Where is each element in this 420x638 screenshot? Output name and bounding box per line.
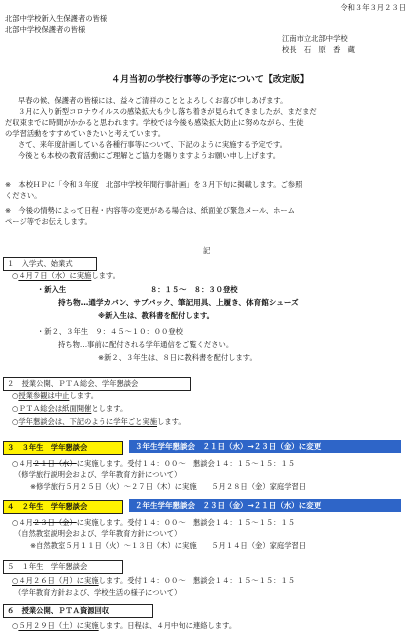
new-students-label: ・新入生 — [37, 285, 67, 294]
ki-heading: 記 — [203, 246, 211, 255]
section-3-line-3: ※修学旅行５月２５日（火）～２７日（木）に実施 ５月２８日（金）家庭学習日 — [30, 482, 307, 491]
intro-line-2: ３月に入り新型コロナウイルスの感染拡大も少し落ち着きが見られてきましたが、まだまだ — [18, 107, 317, 116]
section-5-header-box — [3, 560, 123, 574]
section-5-line-1: ○４月２６日（月）に実施します。受付１４：００～ 懇談会１４：１５～１５：１５ — [12, 576, 296, 585]
section-1-date: ○４月７日（水）に実施します。 — [12, 271, 120, 280]
section-5-line-2: （学年教育方針および、学校生活の様子について） — [14, 588, 182, 597]
section-2-line-2: ○ＰＴＡ総会は紙面開催とします。 — [12, 404, 128, 413]
intro-line-4: の学習活動をすすめていきたいと考えています。 — [5, 129, 166, 138]
section-4-line-1: ○４月２３日（金）に実施します。受付１４：００～ 懇談会１４：１５～１５：１５ — [12, 518, 296, 527]
note-change-line-1: ※ 今後の情勢によって日程・内容等の変更がある場合は、紙面並び緊急メール、ホーム — [5, 206, 295, 215]
document-date: 令和３年３月２３日 — [340, 3, 406, 12]
section-4-heading: ４ ２年生 学年懇談会 — [7, 502, 88, 511]
intro-line-6: 今後とも本校の教育活動にご理解とご協力を賜りますようお願い申し上げます。 — [18, 151, 281, 160]
grade23-textbook-note: ※新２、３年生は、８日に教科書を配付します。 — [98, 353, 257, 362]
section-4-header-box — [3, 500, 123, 514]
section-1-heading: １ 入学式、始業式 — [7, 259, 73, 268]
intro-line-5: さて、来年度計画している各種行事等について、下記のように実施する予定です。 — [18, 140, 287, 149]
note-hp-line-2: ください。 — [5, 191, 42, 200]
note-change-line-2: ページ等でお伝えします。 — [5, 217, 92, 226]
recipient-new-students: 北部中学校新入生保護者の皆様 — [5, 14, 108, 23]
grade23-time: ・新２、３年生 ９：４５～１０：００登校 — [37, 327, 183, 336]
section-3-heading: ３ ３年生 学年懇談会 — [7, 443, 88, 452]
section-5-heading: ５ １年生 学年懇談会 — [7, 562, 88, 571]
section-2-heading: ２ 授業公開、ＰＴＡ総会、学年懇談会 — [7, 379, 139, 388]
section-2-header-box — [3, 377, 191, 391]
section-6-header-box — [3, 604, 153, 618]
grade23-items: 持ち物…事前に配付される学年通信をご覧ください。 — [58, 340, 234, 349]
intro-line-3: だ収束までに時間がかかると思われます。学校では今後も感染拡大防止に努めながら、生徒 — [5, 118, 304, 127]
section-4-change-banner: ２年生学年懇談会 ２３日（金）→２１日（水）に変更 — [129, 499, 401, 512]
new-students-items: 持ち物…通学カバン、サブバック、筆記用具、上履き、体育館シューズ — [58, 298, 299, 307]
section-3-line-1: ○４月２１日（水）に実施します。受付１４：００～ 懇談会１４：１５～１５：１５ — [12, 459, 296, 468]
school-name: 江南市立北部中学校 — [282, 34, 348, 43]
section-3-change-banner: ３年生学年懇談会 ２１日（水）→２３日（金）に変更 — [129, 440, 401, 453]
intro-line-1: 早春の候、保護者の皆様には、益々ご清祥のこととよろしくお喜び申しあげます。 — [18, 96, 288, 105]
section-3-line-2: （修学旅行説明会および、学年教育方針について） — [14, 470, 182, 479]
section-2-line-3: ○学年懇談会は、下記のように学年ごと実施します。 — [12, 417, 186, 426]
page-title: ４月当初の学校行事等の予定について【改定版】 — [111, 75, 309, 85]
section-4-line-2: （自然教室説明会および、学年教育方針について） — [14, 529, 182, 538]
section-6-line-1: ○５月２９日（土）に実施します。日程は、４月中旬に連絡します。 — [12, 621, 237, 630]
section-2-line-1: ○授業参観は中止します。 — [12, 391, 99, 400]
section-3-header-box — [3, 441, 123, 455]
section-4-line-3: ※自然教室５月１１日（火）～１３日（木）に実施 ５月１４日（金）家庭学習日 — [30, 541, 307, 550]
principal-name: 校長 石 原 香 蔵 — [282, 45, 355, 54]
section-6-heading: ６ 授業公開、ＰＴＡ資源回収 — [7, 606, 110, 615]
section-1-header-box — [3, 257, 97, 271]
new-students-time: ８：１５～ ８：３０登校 — [150, 285, 238, 294]
new-students-textbook-note: ※新入生は、教科書を配付します。 — [98, 311, 214, 320]
note-hp-line-1: ※ 本校ＨＰに「令和３年度 北部中学校年間行事計画」を３月下旬に掲載します。ご参照 — [5, 180, 303, 189]
recipient-guardians: 北部中学校保護者の皆様 — [5, 25, 86, 34]
